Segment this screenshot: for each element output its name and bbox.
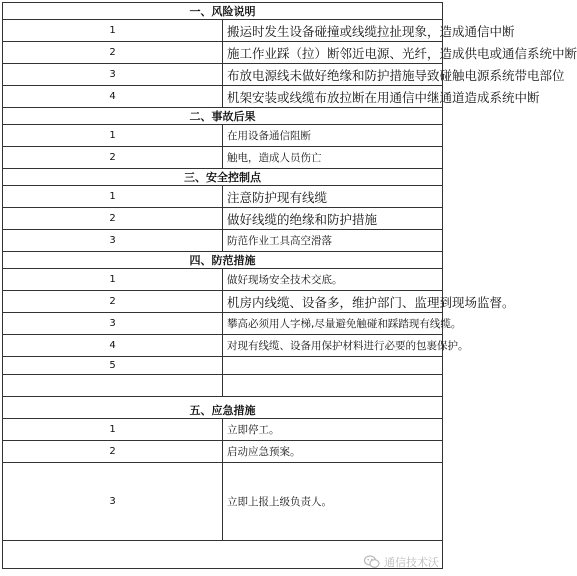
risk-table [2, 2, 577, 569]
table-row [3, 357, 443, 375]
section-title: 二、事故后果 [3, 108, 443, 125]
row-text: 施工作业踩（拉）断邻近电源、光纤，造成供电或通信系统中断 [223, 42, 443, 64]
watermark-text: 通信技术沃 [384, 556, 439, 569]
row-text [223, 357, 443, 375]
row-text: 做好线缆的绝缘和防护措施 [223, 208, 443, 230]
table-row [3, 125, 443, 147]
section-title: 四、防范措施 [3, 252, 443, 269]
row-number: 1 [3, 269, 223, 291]
row-number: 3 [3, 463, 223, 541]
table-row [3, 335, 443, 357]
row-number: 2 [3, 208, 223, 230]
row-text: 机房内线缆、设备多，维护部门、监理到现场监督。 [223, 291, 443, 313]
row-number: 4 [3, 335, 223, 357]
row-number: 2 [3, 441, 223, 463]
table-row [3, 441, 443, 463]
table-row [3, 86, 443, 108]
row-number: 1 [3, 186, 223, 208]
row-number: 1 [3, 20, 223, 42]
table-row [3, 291, 443, 313]
row-text: 立即停工。 [223, 419, 443, 441]
row-text: 攀高必须用人字梯,尽量避免触碰和踩踏现有线缆。 [223, 313, 443, 335]
table-row [3, 419, 443, 441]
row-text: 做好现场安全技术交底。 [223, 269, 443, 291]
row-text: 触电，造成人员伤亡 [223, 147, 443, 169]
table-row [3, 64, 443, 86]
row-text: 机架安装或线缆布放拉断在用通信中继通道造成系统中断 [223, 86, 443, 108]
table-row [3, 313, 443, 335]
section-title: 一、风险说明 [3, 3, 443, 20]
row-number: 2 [3, 42, 223, 64]
table-row [3, 463, 443, 541]
row-text: 布放电源线未做好绝缘和防护措施导致碰触电源系统带电部位 [223, 64, 443, 86]
table-row [3, 20, 443, 42]
table-row [3, 42, 443, 64]
watermark [364, 554, 439, 570]
row-text: 在用设备通信阻断 [223, 125, 443, 147]
row-number: 1 [3, 125, 223, 147]
section-title: 三、安全控制点 [3, 169, 443, 186]
row-number: 2 [3, 291, 223, 313]
row-text: 立即上报上级负责人。 [223, 463, 443, 541]
table-row [3, 230, 443, 252]
table-row [3, 186, 443, 208]
row-text: 对现有线缆、设备用保护材料进行必要的包裹保护。 [223, 335, 443, 357]
table-row [3, 208, 443, 230]
row-number: 3 [3, 313, 223, 335]
row-number: 1 [3, 419, 223, 441]
row-number: 2 [3, 147, 223, 169]
row-text: 防范作业工具高空滑落 [223, 230, 443, 252]
section-title: 五、应急措施 [3, 397, 443, 419]
table-row [3, 269, 443, 291]
row-number: 5 [3, 357, 223, 375]
row-number: 3 [3, 64, 223, 86]
row-text: 搬运时发生设备碰撞或线缆拉扯现象，造成通信中断 [223, 20, 443, 42]
row-text: 启动应急预案。 [223, 441, 443, 463]
row-number: 4 [3, 86, 223, 108]
wechat-icon [364, 555, 380, 569]
table-row [3, 147, 443, 169]
row-text: 注意防护现有线缆 [223, 186, 443, 208]
row-number: 3 [3, 230, 223, 252]
table-row-blank [3, 375, 443, 397]
